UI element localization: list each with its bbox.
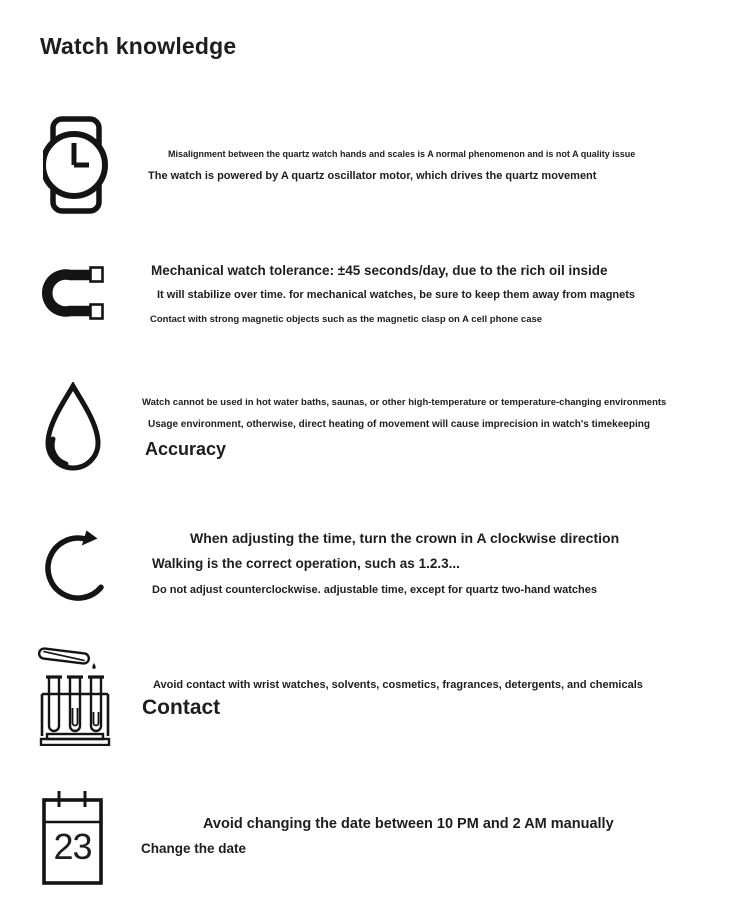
change-date-label: Change the date [141,841,247,856]
calendar-icon [42,790,103,885]
test-tubes-icon [38,644,112,746]
contact-heading: Contact [142,696,221,719]
watch-icon [43,116,109,214]
counterclockwise-note: Do not adjust counterclockwise. adjustable time, except for quartz two-hand watches [152,584,597,596]
magnet-tolerance-heading: Mechanical watch tolerance: ±45 seconds/day, due to the rich oil inside [151,263,608,278]
page-title: Watch knowledge [40,33,237,59]
calendar-day: 23 [53,826,92,867]
accuracy-heading: Accuracy [145,439,227,459]
clockwise-arrow-icon [45,520,113,602]
date-change-warning: Avoid changing the date between 10 PM and 2 AM manually [203,816,614,832]
quartz-misalignment-note: Misalignment between the quartz watch hands and scales is A normal phenomenon and is not A quality issue [168,149,636,159]
magnet-icon [42,264,105,322]
walking-operation-text: Walking is the correct operation, such as 1.2.3... [152,556,460,571]
water-drop-icon [42,382,104,474]
chemicals-warning-text: Avoid contact with wrist watches, solvents, cosmetics, fragrances, detergents, and chemicals [153,679,643,691]
temperature-usage-text: Usage environment, otherwise, direct heating of movement will cause imprecision in watch's timekeeping [148,419,650,430]
temperature-warning-note: Watch cannot be used in hot water baths, saunas, or other high-temperature or temperature-changing environments [142,397,667,408]
magnet-contact-note: Contact with strong magnetic objects such as the magnetic clasp on A cell phone case [150,314,543,325]
magnet-stabilize-text: It will stabilize over time. for mechanical watches, be sure to keep them away from magnets [157,289,636,301]
crown-clockwise-heading: When adjusting the time, turn the crown in A clockwise direction [190,530,620,546]
quartz-movement-text: The watch is powered by A quartz oscillator motor, which drives the quartz movement [148,170,597,182]
